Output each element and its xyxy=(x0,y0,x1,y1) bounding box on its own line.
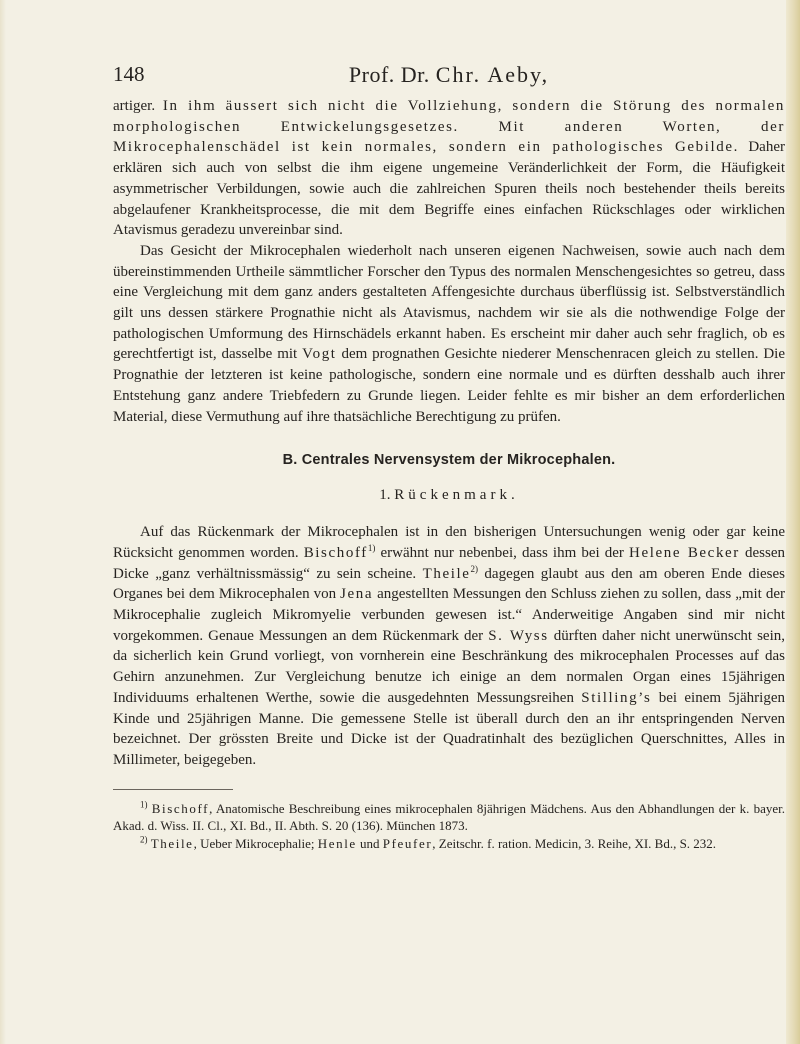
subsection-title xyxy=(113,487,785,504)
author-name: Vogt xyxy=(302,346,337,363)
person-name: S. Wyss xyxy=(488,627,549,644)
author-name: Theile xyxy=(150,835,194,851)
footnote-1 xyxy=(113,800,785,835)
footnote-2 xyxy=(113,835,785,853)
footnote-ref: 1) xyxy=(367,542,376,553)
person-name: Helene Becker xyxy=(629,544,740,561)
spaced-text: Mit anderen Worten, der Mikrocephalenschädel ist kein normales, sondern ein pathologisches Gebilde. xyxy=(113,118,785,156)
page-edge-left xyxy=(0,0,6,1044)
author-name: Bischoff xyxy=(303,544,368,561)
text-run: bei einem 5jährigen Kinde und 25jährigen Manne. Die gemessene Stelle ist überall durch den an ihr entspringenden Nerven bezeichnet. Der grössten Breite und Dicke ist der Quadratinhalt des bezüglichen Querschnittes, Alles in Millimeter, beigegeben. xyxy=(113,689,785,768)
subsection-name: Rückenmark. xyxy=(394,487,519,504)
place-name: Jena xyxy=(340,586,374,603)
running-head xyxy=(113,62,785,88)
author-name: Pfeufer xyxy=(382,835,433,851)
footnote-mark: 2) xyxy=(140,834,148,845)
running-head-prefix: Prof. Dr. xyxy=(348,62,436,87)
text-run: dagegen glaubt aus den am oberen Ende dieses Organes bei dem Mikrocephalen von xyxy=(113,565,785,603)
running-head-author: Chr. Aeby, xyxy=(435,62,550,87)
text-run: angestellten Messungen den Schluss ziehen zu sollen, dass „mit der Mikrocephalie zugleich Mikromyelie verbunden gewesen ist.“ Anderweitige Angaben sind mir nicht vorgekommen. Genaue Messungen an dem Rückenmark der xyxy=(113,586,785,644)
author-name: Theile xyxy=(422,565,471,582)
text-run: Das Gesicht der Mikrocephalen wiederholt nach unseren eigenen Nachweisen, sowie auch nach dem übereinstimmenden Urtheile sämmtlicher Forscher den Typus des normalen Menschengesichtes so getreu, dass eine Vergleichung mit dem ganz anders gestalteten Affengesichte durchaus überflüssig ist. Selbstverständlich gilt uns dessen stärkere Prognathie nicht als Atavismus, nachdem wir sie als die nothwendige Folge der pathologischen Umformung des Hirnschädels erkannt haben. Es erscheint mir daher auch sehr fraglich, ob es gerechtfertigt ist, dasselbe mit xyxy=(113,242,785,363)
text-run: Auf das Rückenmark der Mikrocephalen ist in den bisherigen Untersuchungen wenig oder gar keine Rücksicht genommen worden. xyxy=(113,524,785,561)
text-run: dem prognathen Gesichte niederer Menschenracen gleich zu stellen. Die Prognathie der letzteren ist keine pathologische, sondern eine normale und es dürften desshalb auch ihrer Entstehung ganz andere Triebfedern zu Grunde liegen. Leider fehlte es mir bisher an dem erforderlichen Material, diese Vermuthung auf ihre thatsächliche Berechtigung zu prüfen. xyxy=(113,346,785,425)
author-name: Stilling’s xyxy=(581,689,652,706)
page-number: 148 xyxy=(113,62,145,86)
book-page xyxy=(113,62,785,852)
author-name: Henle xyxy=(317,835,357,851)
section-title: B. Centrales Nervensystem der Mikrocephalen. xyxy=(282,452,616,469)
footnote-rule xyxy=(113,789,233,790)
page-edge-right xyxy=(786,0,800,1044)
text-run: dessen Dicke „ganz verhältnissmässig“ zu sein scheine. xyxy=(113,544,785,582)
text-run: Daher erklären sich auch von selbst die ihm eigene ungemeine Veränderlichkeit der Form, die Häufigkeit asymmetrischer Verbildungen, sowie auch die zahlreichen Spuren theils noch bestehender theils bereits abgelaufener Krankheitsprocesse, die mit dem Begriffe eines einfachen Rückschlages oder wirklichen Atavismus geradezu unvereinbar sind. xyxy=(113,139,785,239)
footnote-text: , Ueber Mikrocephalie; xyxy=(193,835,318,851)
text-run: dürften daher nicht unerwünscht sein, da sicherlich kein Grund vorliegt, von vornherein eine Beschränkung des mikrocephalen Processes auf das Gehirn anzunehmen. Zur Vergleichung benutze ich einige an dem normalen Organ eines 15jährigen Individuums erhaltenen Werthe, sowie die ausgedehnten Messungsreihen xyxy=(113,627,785,706)
text-run: artiger. xyxy=(113,98,163,114)
author-name: Bischoff xyxy=(151,800,210,816)
footnote-text: und xyxy=(356,835,383,851)
spaced-text: In ihm äussert sich nicht die Vollziehung, sondern die Störung des normalen morphologischen Entwickelungsgesetzes. xyxy=(113,98,785,135)
footnote-ref: 2) xyxy=(470,563,479,574)
paragraph-1 xyxy=(113,96,785,241)
subsection-number: 1. xyxy=(379,487,395,504)
footnote-text: , Zeitschr. f. ration. Medicin, 3. Reihe, XI. Bd., S. 232. xyxy=(432,835,717,851)
footnote-mark: 1) xyxy=(140,799,148,810)
paragraph-2 xyxy=(113,241,785,427)
text-run: erwähnt nur nebenbei, dass ihm bei der xyxy=(375,544,630,561)
footnote-text: , Anatomische Beschreibung eines mikrocephalen 8jährigen Mädchens. Aus den Abhandlungen der k. bayer. Akad. d. Wiss. II. Cl., XI. Bd., II. Abth. S. 20 (136). München 1873. xyxy=(113,800,785,834)
paragraph-3 xyxy=(113,522,785,770)
page-header xyxy=(113,62,785,96)
